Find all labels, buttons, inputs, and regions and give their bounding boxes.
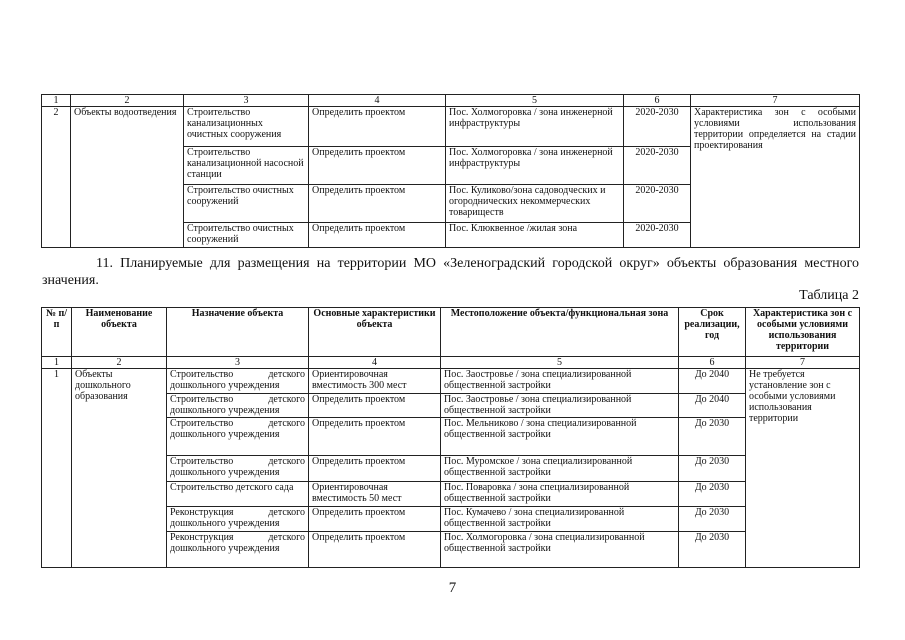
row-number: 2 <box>42 107 71 248</box>
column-number: 5 <box>446 95 624 107</box>
implementation-term: До 2040 <box>679 394 746 418</box>
implementation-term: 2020-2030 <box>624 185 691 223</box>
column-number-row <box>42 95 860 107</box>
object-characteristics: Определить проектом <box>309 394 441 418</box>
column-header: Срок реализации, год <box>679 308 746 357</box>
zone-characteristics: Характеристика зон с особыми условиями использования территории определяется на стадии проектирования <box>691 107 860 248</box>
object-purpose: Строительство канализационной насосной станции <box>184 147 309 185</box>
object-location: Пос. Холмогоровка / зона специализированной общественной застройки <box>441 532 679 568</box>
implementation-term: До 2040 <box>679 369 746 394</box>
object-purpose: Строительство детского дошкольного учреждения <box>167 456 309 482</box>
object-location: Пос. Поваровка / зона специализированной общественной застройки <box>441 482 679 507</box>
table-caption: Таблица 2 <box>799 288 859 303</box>
table-header-row <box>42 308 860 357</box>
column-number: 3 <box>167 357 309 369</box>
column-header: Назначение объекта <box>167 308 309 357</box>
object-characteristics: Определить проектом <box>309 185 446 223</box>
column-number: 3 <box>184 95 309 107</box>
column-number: 7 <box>746 357 860 369</box>
column-number: 4 <box>309 357 441 369</box>
column-header: Характеристика зон с особыми условиями использования территории <box>746 308 860 357</box>
object-location: Пос. Холмогоровка / зона инженерной инфраструктуры <box>446 147 624 185</box>
column-header: Местоположение объекта/функциональная зона <box>441 308 679 357</box>
implementation-term: 2020-2030 <box>624 107 691 147</box>
object-location: Пос. Кумачево / зона специализированной общественной застройки <box>441 507 679 532</box>
implementation-term: До 2030 <box>679 482 746 507</box>
column-number: 1 <box>42 95 71 107</box>
implementation-term: 2020-2030 <box>624 223 691 248</box>
water-disposal-table <box>41 94 860 248</box>
object-category: Объекты дошкольного образования <box>72 369 167 568</box>
zone-characteristics: Не требуется установление зон с особыми условиями использования территории <box>746 369 860 568</box>
column-number: 7 <box>691 95 860 107</box>
column-header: Основные характеристики объекта <box>309 308 441 357</box>
object-location: Пос. Заостровье / зона специализированной общественной застройки <box>441 369 679 394</box>
table-row <box>42 107 860 147</box>
object-characteristics: Определить проектом <box>309 107 446 147</box>
object-characteristics: Определить проектом <box>309 532 441 568</box>
page-number: 7 <box>448 580 457 596</box>
object-location: Пос. Клюквенное /жилая зона <box>446 223 624 248</box>
column-number: 2 <box>72 357 167 369</box>
object-purpose: Строительство детского дошкольного учреждения <box>167 369 309 394</box>
object-purpose: Строительство очистных сооружений <box>184 223 309 248</box>
table-row <box>42 369 860 394</box>
column-number: 4 <box>309 95 446 107</box>
implementation-term: До 2030 <box>679 507 746 532</box>
object-location: Пос. Муромское / зона специализированной общественной застройки <box>441 456 679 482</box>
object-purpose: Строительство очистных сооружений <box>184 185 309 223</box>
object-characteristics: Ориентировочная вместимость 300 мест <box>309 369 441 394</box>
education-objects-table <box>41 307 860 568</box>
section-paragraph: 11. Планируемые для размещения на территории МО «Зеленоградский городской округ» объекты образования местного значения. <box>42 256 859 288</box>
column-number: 5 <box>441 357 679 369</box>
object-characteristics: Определить проектом <box>309 147 446 185</box>
object-characteristics: Определить проектом <box>309 456 441 482</box>
object-location: Пос. Холмогоровка / зона инженерной инфраструктуры <box>446 107 624 147</box>
object-location: Пос. Куликово/зона садоводческих и огороднических некоммерческих товариществ <box>446 185 624 223</box>
object-purpose: Реконструкция детского дошкольного учреждения <box>167 532 309 568</box>
column-number: 6 <box>679 357 746 369</box>
column-number: 2 <box>71 95 184 107</box>
object-purpose: Строительство детского дошкольного учреждения <box>167 394 309 418</box>
object-purpose: Реконструкция детского дошкольного учреждения <box>167 507 309 532</box>
implementation-term: 2020-2030 <box>624 147 691 185</box>
object-category: Объекты водоотведения <box>71 107 184 248</box>
object-characteristics: Ориентировочная вместимость 50 мест <box>309 482 441 507</box>
column-number: 1 <box>42 357 72 369</box>
object-purpose: Строительство детского дошкольного учреждения <box>167 418 309 456</box>
column-number-row <box>42 357 860 369</box>
object-characteristics: Определить проектом <box>309 507 441 532</box>
column-number: 6 <box>624 95 691 107</box>
object-purpose: Строительство детского сада <box>167 482 309 507</box>
object-location: Пос. Заостровье / зона специализированной общественной застройки <box>441 394 679 418</box>
column-header: № п/п <box>42 308 72 357</box>
implementation-term: До 2030 <box>679 456 746 482</box>
object-characteristics: Определить проектом <box>309 223 446 248</box>
object-characteristics: Определить проектом <box>309 418 441 456</box>
object-purpose: Строительство канализационных очистных сооружения <box>184 107 309 147</box>
column-header: Наименование объекта <box>72 308 167 357</box>
row-number: 1 <box>42 369 72 568</box>
implementation-term: До 2030 <box>679 418 746 456</box>
object-location: Пос. Мельниково / зона специализированной общественной застройки <box>441 418 679 456</box>
implementation-term: До 2030 <box>679 532 746 568</box>
